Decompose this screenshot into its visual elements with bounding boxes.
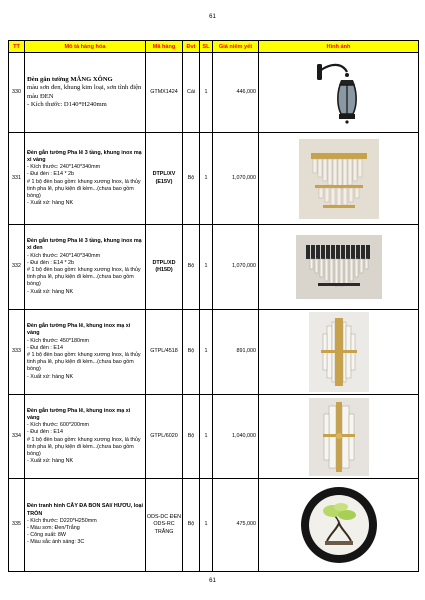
row-line: # 1 bộ đèn bao gồm: khung xương Inox, lá thủy tinh pha lê, phụ kiện đi kèm...(chưa bao gồm bóng) [27, 178, 141, 199]
row-description [25, 133, 146, 225]
row-tt: 335 [9, 479, 25, 572]
row-tt: 331 [9, 133, 25, 225]
row-line: - Đui đèn : E14 * 2b [27, 259, 75, 266]
table-header-row [9, 41, 419, 53]
product-table [8, 40, 419, 572]
row-line: - Đui đèn : E14 [27, 429, 63, 436]
row-code: DTPL/XD (H15D) [146, 225, 183, 310]
row-code: GTPL/6020 [146, 395, 183, 479]
row-line: - Xuất xứ: hàng NK [27, 458, 74, 465]
table-row [9, 395, 419, 479]
row-title: Đèn gắn tường Pha lê 3 tầng, khung inox mạ xi đen [27, 238, 142, 252]
row-tt: 330 [9, 53, 25, 133]
row-line: - Màu sơn: Đen/Trắng [27, 525, 80, 531]
row-description [25, 225, 146, 310]
row-image [259, 479, 419, 572]
row-line: - Đui đèn : E14 * 2b [27, 171, 75, 178]
row-title: Đèn gắn tường Pha lê, khung inox mạ xi vàng [27, 407, 131, 421]
row-unit: Bộ [183, 133, 200, 225]
row-line: - Kích thước: 600*200mm [27, 422, 89, 429]
row-image [259, 53, 419, 133]
page-number-top: 61 [209, 14, 216, 20]
crystal-wall-lamp-gold-icon [299, 139, 379, 219]
row-code: GTMX1424 [146, 53, 183, 133]
header-tt: TT [9, 41, 25, 53]
row-unit: Bộ [183, 310, 200, 395]
row-title: Đèn tranh hình CÂY ĐA BON SAI/ HƯƠU, loại TRÒN [27, 503, 143, 517]
round-bonsai-picture-lamp-icon [297, 483, 381, 567]
row-line: - Đui đèn : E14 [27, 344, 63, 351]
row-qty: 1 [200, 53, 213, 133]
row-description [25, 310, 146, 395]
table-row [9, 53, 419, 133]
row-line: - Kích thước: 450*180mm [27, 337, 89, 344]
table-row [9, 133, 419, 225]
row-description [25, 479, 146, 572]
row-tt: 333 [9, 310, 25, 395]
row-price: 1,040,000 [213, 395, 259, 479]
row-line: # 1 bộ đèn bao gồm: khung xương Inox, lá thủy tinh pha lê, phụ kiện đi kèm...(chưa bao gồm bóng) [27, 436, 141, 457]
header-unit: Đvt [183, 41, 200, 53]
page-number-bottom: 61 [209, 578, 216, 584]
table-row [9, 225, 419, 310]
row-line: - Kích thước: 240*140*340mm [27, 164, 101, 171]
row-unit: Cái [183, 53, 200, 133]
header-qty: SL [200, 41, 213, 53]
row-title: Đèn gắn tường Pha lê, khung inox mạ xi vàng [27, 323, 131, 337]
row-qty: 1 [200, 395, 213, 479]
header-image: Hình ảnh [259, 41, 419, 53]
crystal-tall-wall-lamp-icon [309, 398, 369, 476]
table-row [9, 479, 419, 572]
row-qty: 1 [200, 225, 213, 310]
row-image [259, 395, 419, 479]
row-description [25, 395, 146, 479]
row-price: 446,000 [213, 53, 259, 133]
row-image [259, 225, 419, 310]
row-unit: Bộ [183, 479, 200, 572]
header-description: Mô tả hàng hóa [25, 41, 146, 53]
row-price: 475,000 [213, 479, 259, 572]
row-line: # 1 bộ đèn bao gồm: khung xương Inox, lá thủy tinh pha lê, phụ kiện đi kèm...(chưa bao gồm bóng) [27, 352, 141, 373]
row-line: # 1 bộ đèn bao gồm: khung xương Inox, lá thủy tinh pha lê, phụ kiện đi kèm...(chưa bao gồm bóng) [27, 267, 141, 288]
row-unit: Bộ [183, 395, 200, 479]
row-line: - Kích thước: D220*H250mm [27, 517, 97, 524]
row-line: màu sơn đen, khung kim loại, sơn tĩnh điện màu ĐEN [27, 84, 142, 100]
row-title: Đèn gắn tường Pha lê 3 tầng, khung inox mạ xi vàng [27, 149, 142, 163]
crystal-wall-lamp-black-icon [296, 235, 382, 299]
row-line: - Kích thước: D140*H240mm [27, 100, 107, 108]
header-code: Mã hàng [146, 41, 183, 53]
row-line: - Công suất: 8W [27, 532, 66, 539]
row-qty: 1 [200, 310, 213, 395]
lantern-wall-lamp-icon [309, 58, 369, 128]
row-code: GTPL/4518 [146, 310, 183, 395]
row-qty: 1 [200, 133, 213, 225]
row-price: 891,000 [213, 310, 259, 395]
row-image [259, 310, 419, 395]
row-title: Đèn gắn tường MĂNG XÔNG [27, 76, 113, 84]
row-tt: 332 [9, 225, 25, 310]
crystal-pillar-wall-lamp-icon [309, 312, 369, 392]
table-row [9, 310, 419, 395]
row-price: 1,070,000 [213, 225, 259, 310]
header-price: Giá niêm yết [213, 41, 259, 53]
row-line: - Xuất xứ: hàng NK [27, 200, 74, 207]
row-qty: 1 [200, 479, 213, 572]
row-description [25, 53, 146, 133]
row-line: - Xuất xứ: hàng NK [27, 373, 74, 380]
row-image [259, 133, 419, 225]
row-line: - Màu sắc ánh sáng: 3C [27, 539, 85, 546]
row-unit: Bộ [183, 225, 200, 310]
row-code: ODS-DC ĐEN ODS-RC TRẮNG [146, 479, 183, 572]
row-price: 1,070,000 [213, 133, 259, 225]
row-code: DTPL/XV (E15V) [146, 133, 183, 225]
row-line: - Kích thước: 240*140*340mm [27, 252, 101, 259]
row-line: - Xuất xứ: hàng NK [27, 288, 74, 295]
row-tt: 334 [9, 395, 25, 479]
